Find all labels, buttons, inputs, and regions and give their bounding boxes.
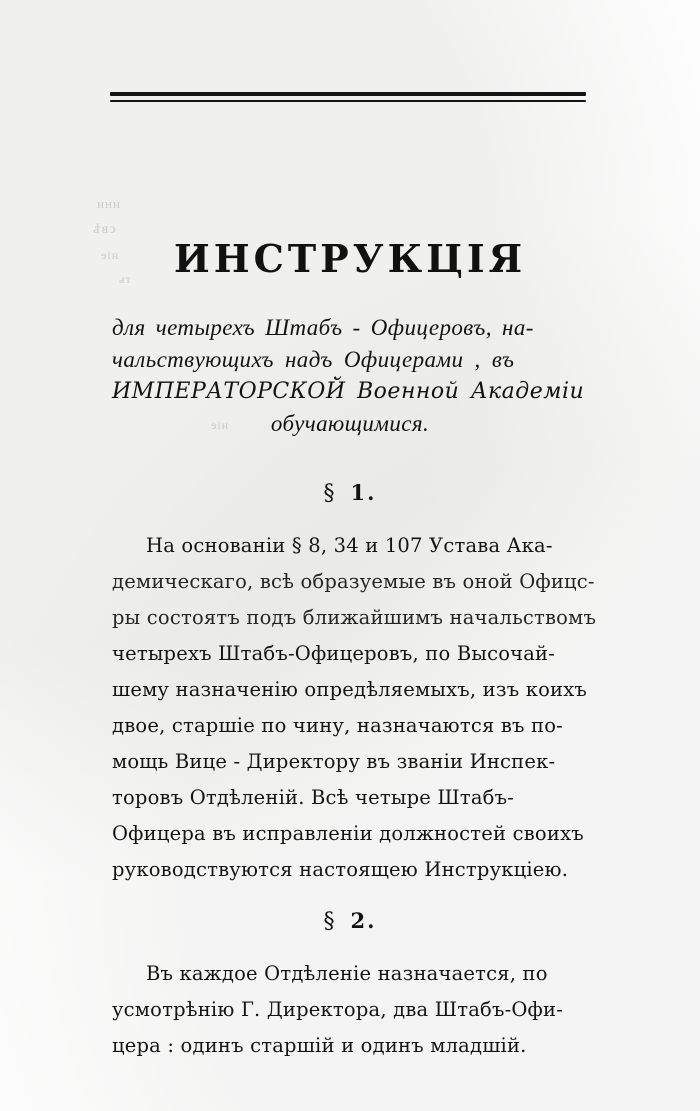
header-double-rule bbox=[110, 92, 586, 102]
paragraph-line: усмотрѣнію Г. Директора, два Штабъ-Офи- bbox=[112, 998, 563, 1021]
paragraph-line: ры состоятъ подъ ближайшимъ начальствомъ bbox=[112, 606, 597, 629]
paragraph-line: На основаніи § 8, 34 и 107 Устава Ака- bbox=[146, 534, 553, 557]
paragraph-line: четырехъ Штабъ-Офицеровъ, по Высочай- bbox=[112, 642, 556, 665]
section-1-paragraph bbox=[112, 528, 597, 888]
paragraph-line: цера : одинъ старшій и одинъ младшій. bbox=[112, 1034, 527, 1057]
section-sign-icon: § bbox=[323, 909, 337, 934]
marginal-ghost-mark: свѣ bbox=[92, 222, 116, 237]
paragraph-line: Офицера въ исправленіи должностей своихъ bbox=[112, 822, 584, 845]
marginal-ghost-mark: ини bbox=[96, 196, 120, 211]
rule-thick bbox=[110, 92, 586, 96]
paragraph-line: торовъ Отдѣленій. Всѣ четыре Штабъ- bbox=[112, 786, 514, 809]
page-title: ИНСТРУКЦІЯ bbox=[173, 236, 527, 281]
section-2-paragraph bbox=[112, 956, 590, 1064]
section-marker-2 bbox=[0, 908, 700, 934]
paragraph-line: двое, старшіе по чину, назначаются въ по- bbox=[112, 714, 563, 737]
section-sign-icon: § bbox=[323, 481, 337, 506]
paragraph-line: руководствуются настоящею Инструкціею. bbox=[112, 858, 569, 881]
document-subtitle bbox=[112, 312, 588, 440]
subtitle-line: обучающимися. bbox=[270, 411, 430, 436]
paragraph-line: шему назначенію опредѣляемыхъ, изъ коихъ bbox=[112, 678, 588, 701]
marginal-ghost-mark: ть bbox=[118, 272, 131, 286]
paragraph-line: мощь Вице - Директору въ званіи Инспек- bbox=[112, 750, 556, 773]
paragraph-line: демическаго, всѣ образуемые въ оной Офицс- bbox=[112, 570, 595, 593]
marginal-ghost-mark: ніе bbox=[100, 248, 119, 262]
subtitle-line: для четырехъ Штабъ - Офицеровъ, на- bbox=[112, 315, 534, 340]
subtitle-line: чальствующихъ надъ Офицерами , въ bbox=[112, 347, 515, 372]
marginal-ghost-mark: ніе bbox=[210, 418, 229, 432]
section-number: 1. bbox=[350, 480, 377, 505]
section-number: 2. bbox=[350, 908, 377, 933]
paragraph-line: Въ каждое Отдѣленіе назначается, по bbox=[146, 962, 548, 985]
section-marker-1 bbox=[0, 480, 700, 506]
subtitle-line: ИМПЕРАТОРСКОЙ Военной Академіи bbox=[112, 379, 585, 404]
rule-thin bbox=[110, 100, 586, 102]
